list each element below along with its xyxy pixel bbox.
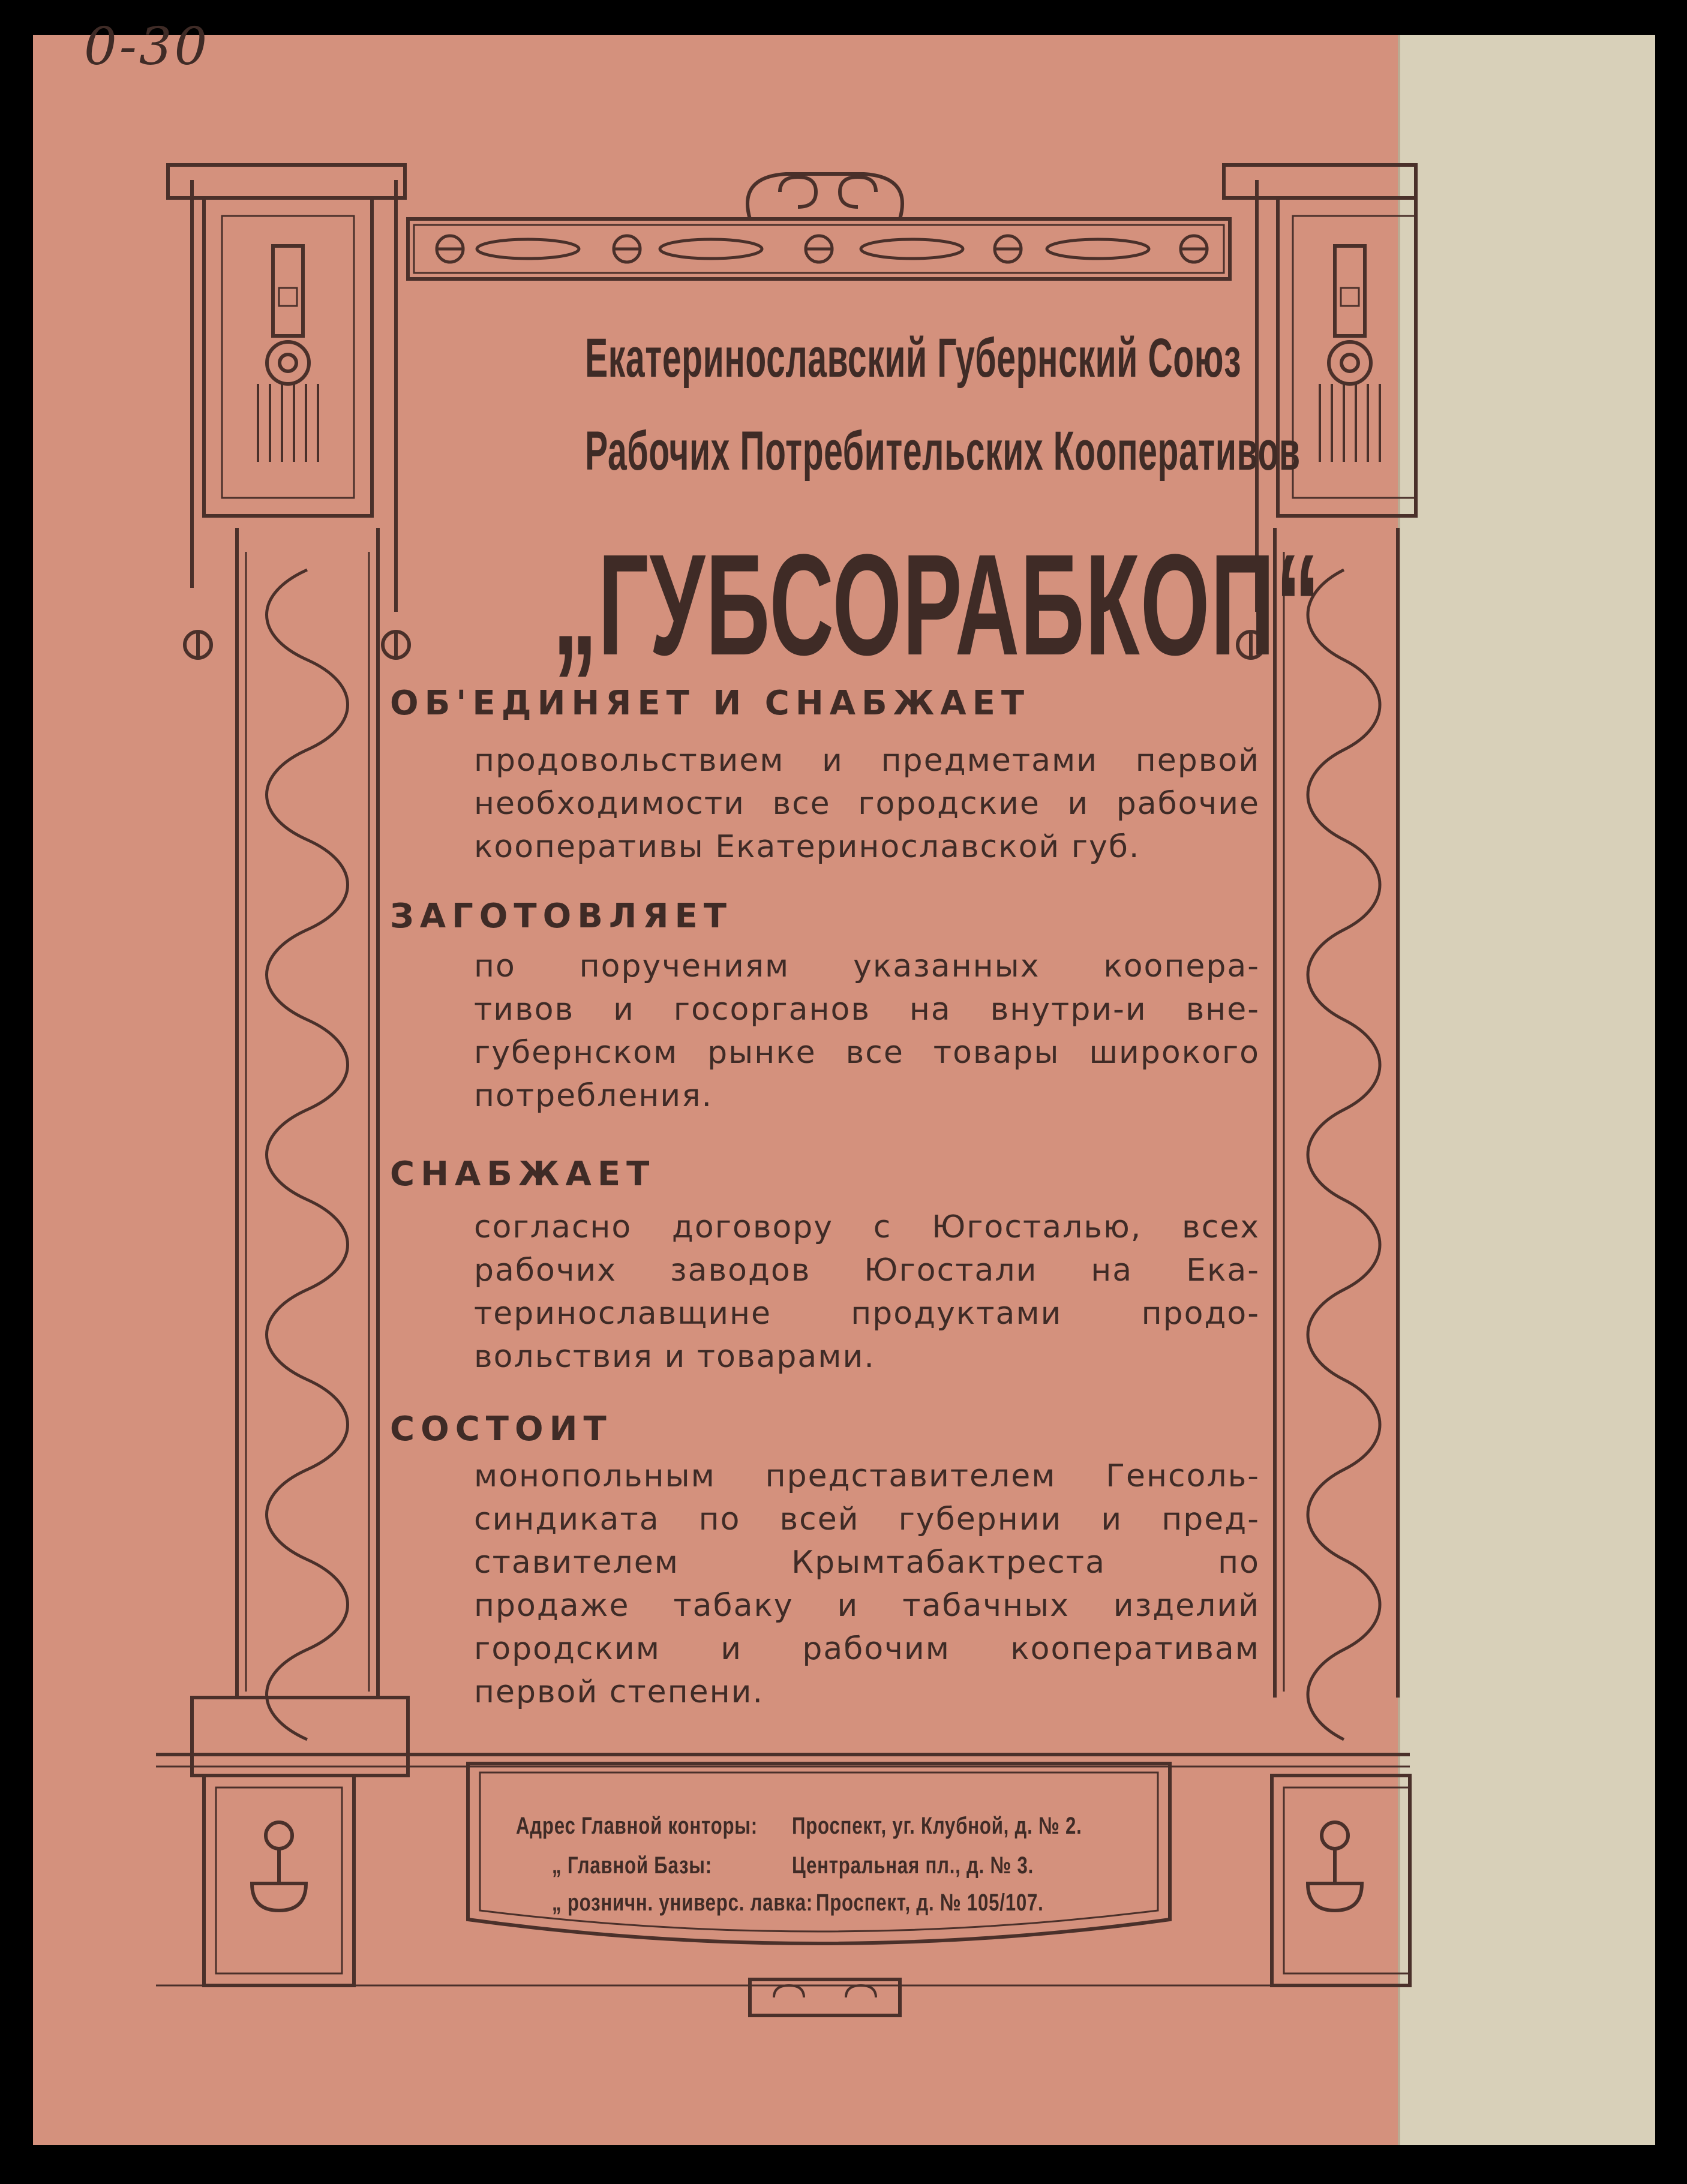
body-line: необходимости все городские и рабочие [474, 786, 1260, 822]
body-line: первой степени. [474, 1674, 764, 1710]
right-totem [1335, 246, 1365, 336]
left-totem [273, 246, 303, 336]
body-line: ставителем Крымтабактреста по [474, 1545, 1260, 1581]
union-name-line-1: Екатеринославский Губернский Союз [585, 328, 1242, 389]
section-heading: СОСТОИТ [390, 1410, 613, 1449]
address-main-office-label: Адрес Главной конторы: [516, 1813, 758, 1839]
section-body [474, 1206, 1260, 1378]
body-line: рабочих заводов Югостали на Ека- [474, 1252, 1260, 1288]
section-body [474, 945, 1260, 1117]
chain-ornament [437, 236, 1207, 262]
address-main-office-value: Проспект, уг. Клубной, д. № 2. [792, 1813, 1082, 1839]
section-heading: ЗАГОТОВЛЯЕТ [390, 897, 733, 936]
body-line: теринославщине продуктами продо- [474, 1296, 1260, 1332]
top-scroll-ornament [748, 174, 902, 219]
section-heading: СНАБЖАЕТ [390, 1155, 656, 1194]
body-line: продаже табаку и табачных изделий [474, 1588, 1260, 1624]
body-line: кооперативы Екатеринославской губ. [474, 829, 1140, 865]
brand-title: „ГУБСОРАБКОП“ [553, 524, 1321, 685]
body-line: монопольным представителем Генсоль- [474, 1458, 1260, 1494]
body-line: вольствия и товарами. [474, 1339, 875, 1375]
body-line: согласно договору с Югосталью, всех [474, 1209, 1260, 1245]
address-retail-store-label: „ розничн. универс. лавка: [552, 1889, 814, 1916]
address-main-base-label: „ Главной Базы: [552, 1852, 712, 1879]
body-line: по поручениям указанных коопера- [474, 948, 1260, 984]
address-main-base-value: Центральная пл., д. № 3. [792, 1852, 1034, 1879]
section-heading: ОБ'ЕДИНЯЕТ И СНАБЖАЕТ [390, 684, 1031, 723]
body-line: губернском рынке все товары широкого [474, 1035, 1260, 1071]
right-foot-panel [1272, 1776, 1410, 1985]
right-capital [1224, 165, 1416, 198]
right-pillar-vine [1308, 570, 1380, 1740]
address-retail-store-value: Проспект, д. № 105/107. [816, 1889, 1044, 1916]
body-line: городским и рабочим кооперативам [474, 1631, 1260, 1667]
section-body [474, 739, 1260, 869]
left-pillar-vine [267, 570, 348, 1740]
left-capital [168, 165, 405, 198]
union-name-line-2: Рабочих Потребительских Кооперативов [585, 420, 1301, 482]
handwritten-mark: 0-30 [84, 17, 210, 77]
body-line: потребления. [474, 1078, 713, 1114]
body-line: тивов и госорганов на внутри-и вне- [474, 992, 1260, 1028]
section-body [474, 1455, 1260, 1714]
body-line: продовольствием и предметами первой [474, 743, 1260, 779]
body-line: синдиката по всей губернии и пред- [474, 1501, 1260, 1537]
